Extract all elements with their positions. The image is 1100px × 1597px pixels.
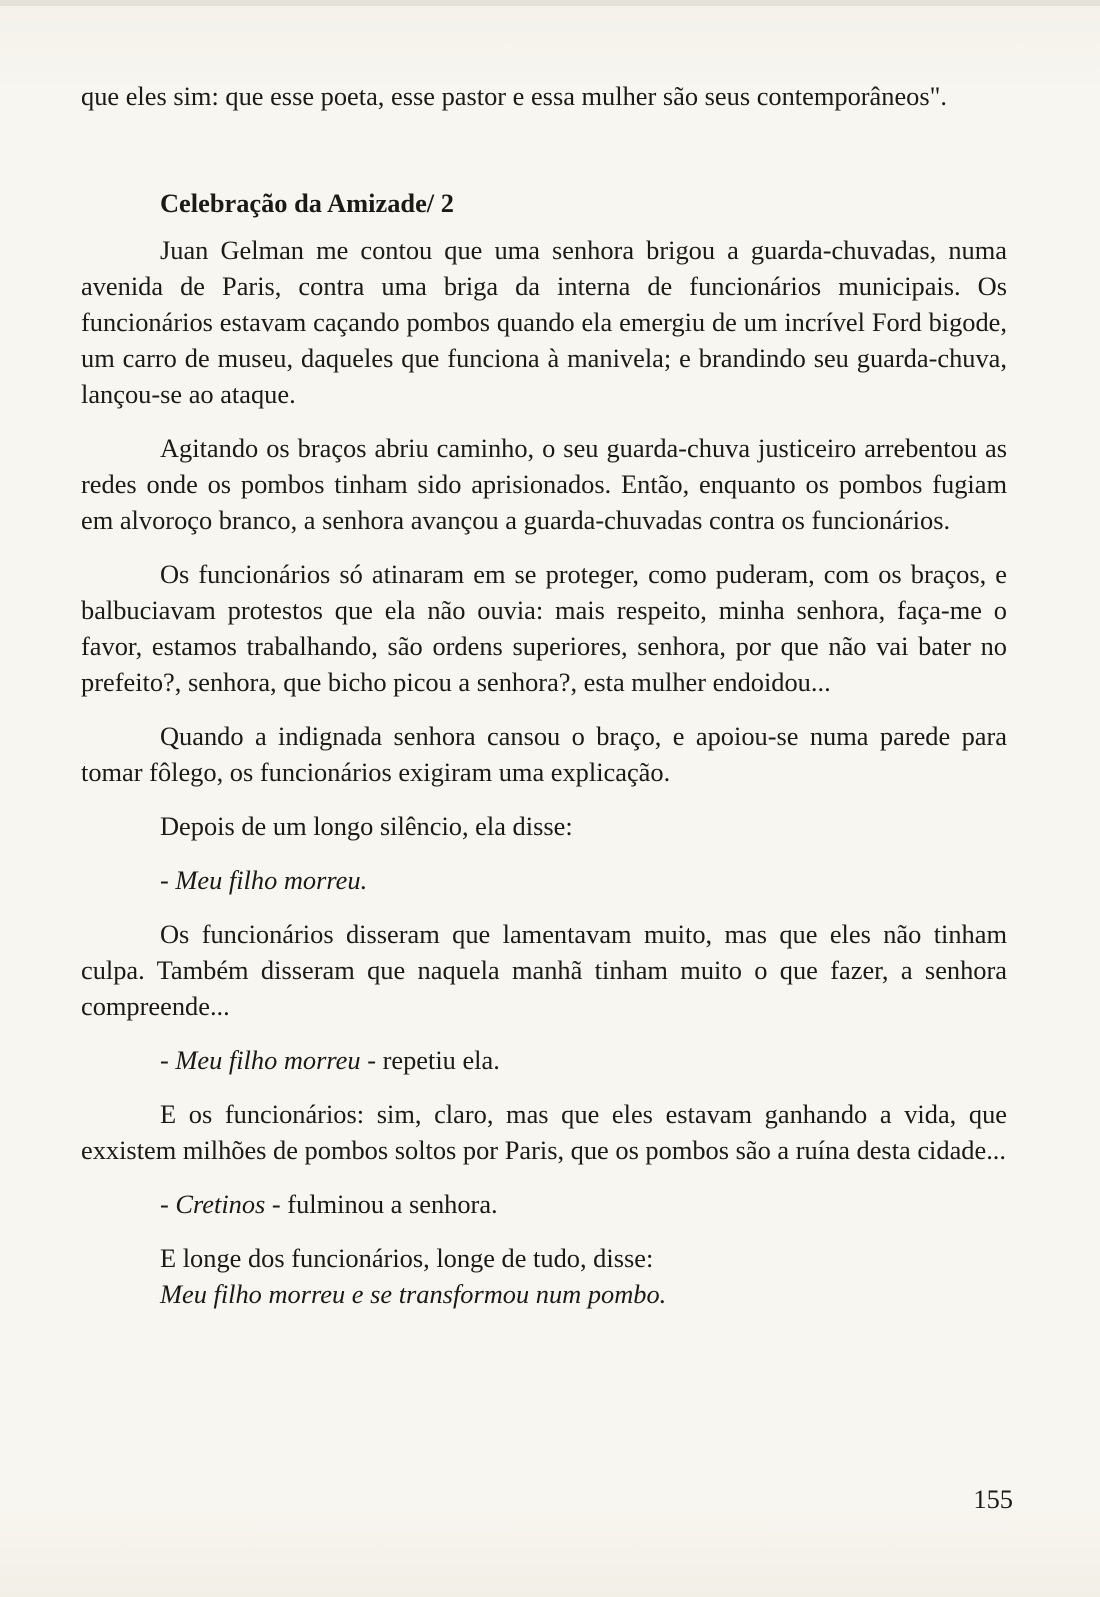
page-number: 155 <box>973 1484 1013 1514</box>
paragraph-6: Os funcionários disseram que lamentavam muito, mas que eles não tinham culpa. Também disseram que naquela manhã tinham muito o que fazer, a senhora compreende... <box>81 919 1007 1021</box>
dialogue-line-2 <box>81 1042 1007 1078</box>
dialogue-3-suffix: - fulminou a senhora. <box>265 1189 498 1219</box>
paragraph-5: Depois de um longo silêncio, ela disse: <box>160 811 573 841</box>
paragraph-3: Os funcionários só atinaram em se proteger, como puderam, com os braços, e balbuciavam protestos que ela não ouvia: mais respeito, minha senhora, faça-me o favor, estamos trabalhando, são ordens superiores, senhora, por que não vai bater no prefeito?, senhora, que bicho picou a senhora?, esta mulher endoidou... <box>81 559 1007 697</box>
dialogue-3-italic: Cretinos <box>175 1189 266 1219</box>
dialogue-1-prefix: - <box>160 865 176 895</box>
section-title: Celebração da Amizade/ 2 <box>160 188 454 218</box>
paragraph-2: Agitando os braços abriu caminho, o seu guarda-chuva justiceiro arrebentou as redes onde os pombos tinham sido aprisionados. Então, enquanto os pombos fugiam em alvoroço branco, a senhora avançou a guarda-chuvadas contra os funcionários. <box>81 433 1007 535</box>
dialogue-line-3 <box>81 1186 1007 1222</box>
final-line <box>81 1276 1007 1312</box>
paragraph-4: Quando a indignada senhora cansou o braço, e apoiou-se numa parede para tomar fôlego, os funcionários exigiram uma explicação. <box>81 721 1007 787</box>
dialogue-3-prefix: - <box>160 1189 176 1219</box>
paragraph-8: E longe dos funcionários, longe de tudo, disse: <box>160 1243 654 1273</box>
page-top-edge <box>0 0 1100 6</box>
dialogue-2-suffix: - repetiu ela. <box>360 1045 500 1075</box>
dialogue-line-1 <box>81 862 1007 898</box>
dialogue-1-italic: Meu filho morreu. <box>175 865 368 895</box>
final-line-italic: Meu filho morreu e se transformou num pombo. <box>160 1279 667 1309</box>
paragraph-7: E os funcionários: sim, claro, mas que eles estavam ganhando a vida, que exxistem milhões de pombos soltos por Paris, que os pombos são a ruína desta cidade... <box>81 1099 1007 1165</box>
dialogue-2-prefix: - <box>160 1045 176 1075</box>
continued-paragraph: que eles sim: que esse poeta, esse pastor e essa mulher são seus contemporâneos". <box>81 81 948 111</box>
dialogue-2-italic: Meu filho morreu <box>175 1045 361 1075</box>
page-content <box>81 78 1007 1312</box>
paragraph-1: Juan Gelman me contou que uma senhora brigou a guarda-chuvadas, numa avenida de Paris, contra uma briga da interna de funcionários municipais. Os funcionários estavam caçando pombos quando ela emergiu de um incrível Ford bigode, um carro de museu, daqueles que funciona à manivela; e brandindo seu guarda-chuva, lançou-se ao ataque. <box>81 235 1007 409</box>
